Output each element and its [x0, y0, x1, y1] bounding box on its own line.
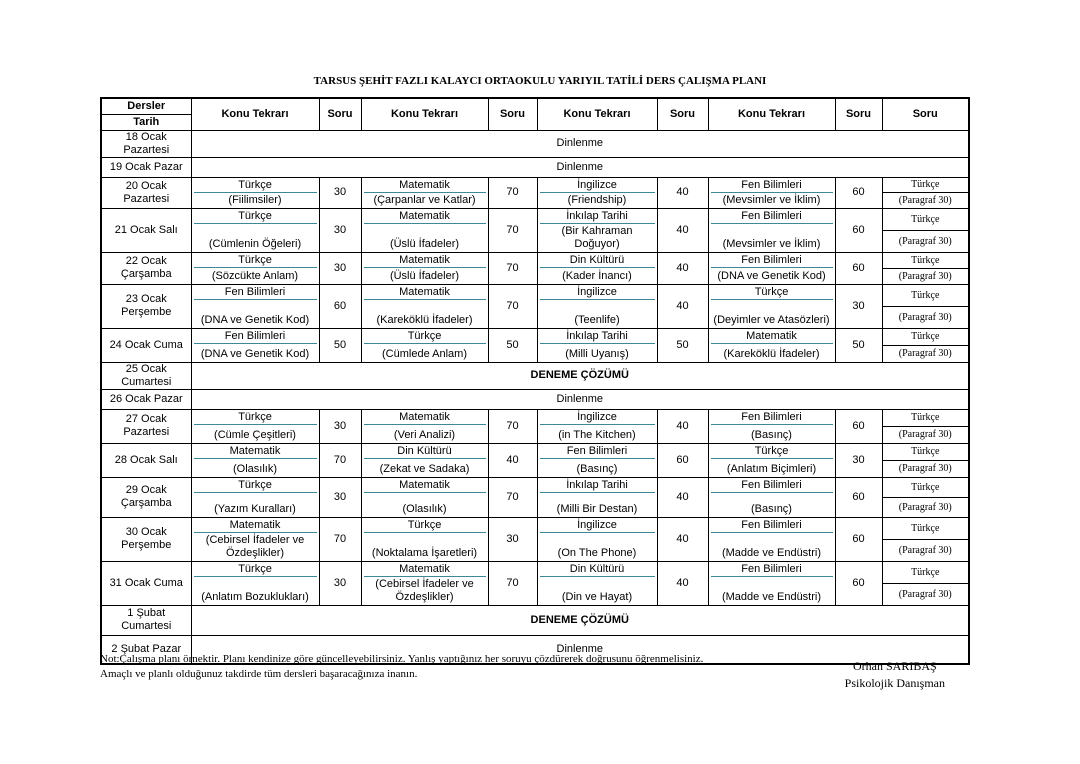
subject-topic: (Cümle Çeşitleri)	[214, 428, 296, 441]
subject-name: Fen Bilimleri	[540, 445, 655, 459]
header-soru-3: Soru	[657, 98, 708, 130]
table-row	[101, 328, 969, 362]
subject-topic: (Mevsimler ve İklim)	[722, 193, 821, 206]
row-date: 25 Ocak Cumartesi	[101, 362, 191, 389]
question-count: 40	[488, 443, 537, 477]
subject-cell	[537, 477, 657, 517]
subject-cell	[361, 208, 488, 252]
subject-cell	[708, 328, 835, 362]
subject-name: Türkçe	[194, 479, 317, 493]
subject-topic: (Basınç)	[751, 428, 792, 441]
subject-name: Matematik	[364, 411, 486, 425]
subject-name: İnkılap Tarihi	[540, 210, 655, 224]
header-konu-2: Konu Tekrarı	[361, 98, 488, 130]
subject-name: Fen Bilimleri	[711, 411, 833, 425]
paragraph-cell	[882, 409, 969, 443]
signature-name: Orhan SARIBAŞ	[852, 659, 937, 673]
question-count: 50	[488, 328, 537, 362]
table-row	[101, 177, 969, 208]
table-row	[101, 561, 969, 605]
subject-topic: (Olasılık)	[233, 462, 277, 475]
subject-name: Fen Bilimleri	[711, 179, 833, 193]
subject-name: Fen Bilimleri	[711, 519, 833, 533]
subject-cell	[708, 177, 835, 208]
subject-name: İngilizce	[540, 179, 655, 193]
subject-topic: (Yazım Kuralları)	[214, 502, 296, 515]
paragraph-cell	[882, 477, 969, 517]
subject-name: İngilizce	[540, 286, 655, 300]
row-date: 20 Ocak Pazartesi	[101, 177, 191, 208]
paragraph-count: (Paragraf 30)	[898, 544, 952, 556]
question-count: 50	[835, 328, 882, 362]
subject-topic: (Din ve Hayat)	[561, 590, 633, 603]
subject-name: İnkılap Tarihi	[540, 330, 655, 344]
subject-topic: (Çarpanlar ve Katlar)	[373, 193, 476, 206]
subject-name: Türkçe	[194, 210, 317, 224]
rest-cell: Dinlenme	[191, 130, 969, 157]
subject-topic: (Cebirsel İfadeler ve Özdeşlikler)	[205, 533, 305, 559]
subject-name: İngilizce	[540, 519, 655, 533]
question-count: 70	[488, 561, 537, 605]
question-count: 30	[319, 409, 361, 443]
footnote	[100, 652, 703, 682]
subject-name: Matematik	[364, 479, 486, 493]
question-count: 60	[319, 284, 361, 328]
subject-topic: (Zekat ve Sadaka)	[379, 462, 470, 475]
paragraph-cell	[882, 517, 969, 561]
subject-name: Matematik	[711, 330, 833, 344]
subject-topic: (Deyimler ve Atasözleri)	[713, 313, 830, 326]
row-date: 2 Şubat Pazar	[101, 635, 191, 664]
subject-cell	[191, 477, 319, 517]
question-count: 70	[488, 477, 537, 517]
study-plan-table	[100, 97, 970, 665]
subject-name: Türkçe	[194, 179, 317, 193]
question-count: 70	[488, 409, 537, 443]
subject-topic: (Mevsimler ve İklim)	[722, 237, 821, 250]
question-count: 60	[835, 409, 882, 443]
subject-name: Fen Bilimleri	[711, 210, 833, 224]
subject-name: Türkçe	[711, 445, 833, 459]
question-count: 40	[657, 208, 708, 252]
footnote-line-1: Not:Çalışma planı örnektir. Planı kendinize göre güncelleyebilirsiniz. Yanlış yaptığınız her soruyu çözdürerek doğrusunu öğrenmelisiniz.	[100, 653, 704, 665]
paragraph-count: (Paragraf 30)	[898, 463, 952, 474]
subject-cell	[361, 443, 488, 477]
subject-topic: (DNA ve Genetik Kod)	[200, 313, 310, 326]
row-date: 24 Ocak Cuma	[101, 328, 191, 362]
subject-name: Matematik	[364, 563, 486, 577]
subject-topic: (Cümlenin Öğeleri)	[208, 237, 302, 250]
question-count: 40	[657, 561, 708, 605]
question-count: 30	[319, 561, 361, 605]
paragraph-subject: Türkçe	[883, 285, 969, 307]
subject-cell	[537, 561, 657, 605]
paragraph-cell	[882, 561, 969, 605]
question-count: 60	[835, 561, 882, 605]
paragraph-subject: Türkçe	[883, 562, 969, 584]
subject-topic: (Kareköklü İfadeler)	[376, 313, 473, 326]
signature-role: Psikolojik Danışman	[844, 676, 945, 690]
subject-cell	[191, 177, 319, 208]
subject-cell	[191, 284, 319, 328]
row-date: 30 Ocak Perşembe	[101, 517, 191, 561]
subject-cell	[191, 409, 319, 443]
subject-cell	[191, 252, 319, 284]
paragraph-count: (Paragraf 30)	[898, 429, 952, 440]
subject-topic: (in The Kitchen)	[558, 428, 636, 441]
subject-cell	[708, 517, 835, 561]
subject-topic: (Kader İnancı)	[562, 269, 632, 282]
table-row	[101, 208, 969, 252]
row-date: 29 Ocak Çarşamba	[101, 477, 191, 517]
row-date: 27 Ocak Pazartesi	[101, 409, 191, 443]
subject-topic: (DNA ve Genetik Kod)	[200, 347, 310, 360]
subject-name: Din Kültürü	[540, 254, 655, 268]
subject-topic: (Madde ve Endüstri)	[721, 546, 822, 559]
subject-topic: (Anlatım Biçimleri)	[726, 462, 817, 475]
question-count: 30	[319, 177, 361, 208]
paragraph-subject: Türkçe	[883, 478, 969, 498]
question-count: 60	[835, 517, 882, 561]
subject-cell	[361, 517, 488, 561]
header-dersler: Dersler	[101, 98, 191, 114]
subject-cell	[537, 252, 657, 284]
subject-name: Matematik	[364, 286, 486, 300]
subject-name: Matematik	[194, 445, 317, 459]
subject-name: Türkçe	[711, 286, 833, 300]
table-row	[101, 443, 969, 477]
subject-cell	[361, 284, 488, 328]
subject-topic: (Veri Analizi)	[393, 428, 456, 441]
paragraph-count: (Paragraf 30)	[898, 194, 952, 206]
paragraph-cell	[882, 252, 969, 284]
subject-topic: (Anlatım Bozuklukları)	[201, 590, 309, 603]
subject-name: Fen Bilimleri	[711, 479, 833, 493]
subject-name: Matematik	[194, 519, 317, 533]
subject-cell	[537, 177, 657, 208]
subject-cell	[537, 409, 657, 443]
question-count: 60	[657, 443, 708, 477]
subject-cell	[191, 208, 319, 252]
subject-name: Türkçe	[194, 563, 317, 577]
question-count: 30	[835, 443, 882, 477]
subject-topic: (DNA ve Genetik Kod)	[717, 269, 826, 282]
question-count: 60	[835, 477, 882, 517]
subject-cell	[361, 252, 488, 284]
rest-cell: Dinlenme	[191, 635, 969, 664]
paragraph-count: (Paragraf 30)	[898, 588, 952, 600]
paragraph-subject: Türkçe	[883, 253, 969, 269]
question-count: 30	[488, 517, 537, 561]
question-count: 70	[488, 208, 537, 252]
question-count: 70	[319, 517, 361, 561]
subject-topic: (Basınç)	[576, 462, 618, 475]
header-soru-5: Soru	[882, 98, 969, 130]
header-tarih: Tarih	[101, 114, 191, 130]
row-date: 18 Ocak Pazartesi	[101, 130, 191, 157]
subject-name: Fen Bilimleri	[194, 330, 317, 344]
question-count: 50	[657, 328, 708, 362]
subject-cell	[361, 477, 488, 517]
subject-topic: (Basınç)	[751, 502, 792, 515]
subject-cell	[537, 208, 657, 252]
question-count: 40	[657, 177, 708, 208]
row-date: 21 Ocak Salı	[101, 208, 191, 252]
paragraph-count: (Paragraf 30)	[898, 270, 952, 282]
header-konu-4: Konu Tekrarı	[708, 98, 835, 130]
subject-cell	[191, 517, 319, 561]
paragraph-subject: Türkçe	[883, 444, 969, 461]
signature	[845, 658, 945, 692]
question-count: 50	[319, 328, 361, 362]
header-soru-2: Soru	[488, 98, 537, 130]
question-count: 40	[657, 517, 708, 561]
question-count: 60	[835, 208, 882, 252]
subject-cell	[191, 328, 319, 362]
row-date: 1 Şubat Cumartesi	[101, 605, 191, 635]
paragraph-cell	[882, 328, 969, 362]
deneme-cell: DENEME ÇÖZÜMÜ	[191, 362, 969, 389]
header-konu-3: Konu Tekrarı	[537, 98, 657, 130]
subject-topic: (Teenlife)	[574, 313, 620, 326]
subject-cell	[708, 208, 835, 252]
subject-name: İnkılap Tarihi	[540, 479, 655, 493]
subject-name: Türkçe	[194, 411, 317, 425]
paragraph-count: (Paragraf 30)	[898, 501, 952, 513]
subject-name: Türkçe	[194, 254, 317, 268]
subject-name: Fen Bilimleri	[711, 563, 833, 577]
subject-cell	[191, 561, 319, 605]
paragraph-subject: Türkçe	[883, 209, 969, 231]
subject-name: Matematik	[364, 254, 486, 268]
subject-cell	[537, 284, 657, 328]
subject-name: Din Kültürü	[540, 563, 655, 577]
row-date: 22 Ocak Çarşamba	[101, 252, 191, 284]
subject-cell	[708, 561, 835, 605]
question-count: 30	[835, 284, 882, 328]
paragraph-cell	[882, 284, 969, 328]
subject-cell	[361, 328, 488, 362]
question-count: 40	[657, 409, 708, 443]
subject-topic: (Sözcükte Anlam)	[211, 269, 299, 282]
table-row	[101, 517, 969, 561]
deneme-cell: DENEME ÇÖZÜMÜ	[191, 605, 969, 635]
rest-cell: Dinlenme	[191, 389, 969, 409]
table-row	[101, 477, 969, 517]
subject-topic: (Fiilimsiler)	[228, 193, 282, 206]
row-date: 28 Ocak Salı	[101, 443, 191, 477]
question-count: 40	[657, 252, 708, 284]
question-count: 40	[657, 284, 708, 328]
question-count: 30	[319, 208, 361, 252]
question-count: 70	[488, 252, 537, 284]
subject-topic: (Milli Uyanış)	[565, 347, 629, 360]
table-row	[101, 252, 969, 284]
subject-name: Din Kültürü	[364, 445, 486, 459]
document-title: TARSUS ŞEHİT FAZLI KALAYCI ORTAOKULU YARIYIL TATİLİ DERS ÇALIŞMA PLANI	[313, 75, 767, 87]
paragraph-subject: Türkçe	[883, 178, 969, 194]
paragraph-cell	[882, 177, 969, 208]
subject-cell	[708, 252, 835, 284]
header-konu-1: Konu Tekrarı	[191, 98, 319, 130]
subject-cell	[708, 443, 835, 477]
table-row	[101, 130, 969, 157]
question-count: 70	[319, 443, 361, 477]
subject-cell	[361, 561, 488, 605]
subject-topic: (Kareköklü İfadeler)	[723, 347, 820, 360]
subject-cell	[191, 443, 319, 477]
table-row	[101, 157, 969, 177]
paragraph-cell	[882, 443, 969, 477]
subject-name: Fen Bilimleri	[194, 286, 317, 300]
paragraph-count: (Paragraf 30)	[898, 311, 952, 323]
subject-topic: (On The Phone)	[557, 546, 637, 559]
question-count: 70	[488, 284, 537, 328]
subject-topic: (Cümlede Anlam)	[382, 347, 467, 360]
row-date: 31 Ocak Cuma	[101, 561, 191, 605]
subject-cell	[361, 409, 488, 443]
subject-name: Fen Bilimleri	[711, 254, 833, 268]
table-row	[101, 362, 969, 389]
subject-topic: (Olasılık)	[402, 502, 447, 515]
question-count: 70	[488, 177, 537, 208]
table-row	[101, 389, 969, 409]
subject-topic: (Noktalama İşaretleri)	[371, 546, 478, 559]
header-soru-1: Soru	[319, 98, 361, 130]
subject-cell	[708, 477, 835, 517]
subject-topic: (Bir Kahraman Doğuyor)	[561, 224, 633, 250]
paragraph-subject: Türkçe	[883, 518, 969, 540]
subject-cell	[708, 409, 835, 443]
subject-topic: (Cebirsel İfadeler ve Özdeşlikler)	[375, 577, 474, 603]
footnote-line-2: Amaçlı ve planlı olduğunuz takdirde tüm dersleri başaracağınıza inanın.	[100, 668, 418, 680]
subject-topic: (Friendship)	[567, 193, 627, 206]
subject-name: Matematik	[364, 210, 486, 224]
subject-name: Matematik	[364, 179, 486, 193]
subject-name: Türkçe	[364, 519, 486, 533]
subject-topic: (Madde ve Endüstri)	[721, 590, 822, 603]
subject-topic: (Üslü İfadeler)	[389, 237, 460, 250]
subject-cell	[708, 284, 835, 328]
subject-name: İngilizce	[540, 411, 655, 425]
table-row	[101, 605, 969, 635]
row-date: 26 Ocak Pazar	[101, 389, 191, 409]
subject-topic: (Üslü İfadeler)	[389, 269, 460, 282]
subject-cell	[361, 177, 488, 208]
subject-topic: (Milli Bir Destan)	[556, 502, 638, 515]
row-date: 19 Ocak Pazar	[101, 157, 191, 177]
plan-body	[101, 130, 969, 664]
table-row	[101, 409, 969, 443]
question-count: 40	[657, 477, 708, 517]
rest-cell: Dinlenme	[191, 157, 969, 177]
table-row	[101, 284, 969, 328]
subject-cell	[537, 517, 657, 561]
subject-cell	[537, 443, 657, 477]
question-count: 30	[319, 252, 361, 284]
question-count: 60	[835, 252, 882, 284]
question-count: 60	[835, 177, 882, 208]
paragraph-subject: Türkçe	[883, 329, 969, 346]
subject-cell	[537, 328, 657, 362]
header-soru-4: Soru	[835, 98, 882, 130]
paragraph-count: (Paragraf 30)	[898, 348, 952, 359]
paragraph-count: (Paragraf 30)	[898, 235, 952, 247]
paragraph-cell	[882, 208, 969, 252]
row-date: 23 Ocak Perşembe	[101, 284, 191, 328]
question-count: 30	[319, 477, 361, 517]
subject-name: Türkçe	[364, 330, 486, 344]
paragraph-subject: Türkçe	[883, 410, 969, 427]
